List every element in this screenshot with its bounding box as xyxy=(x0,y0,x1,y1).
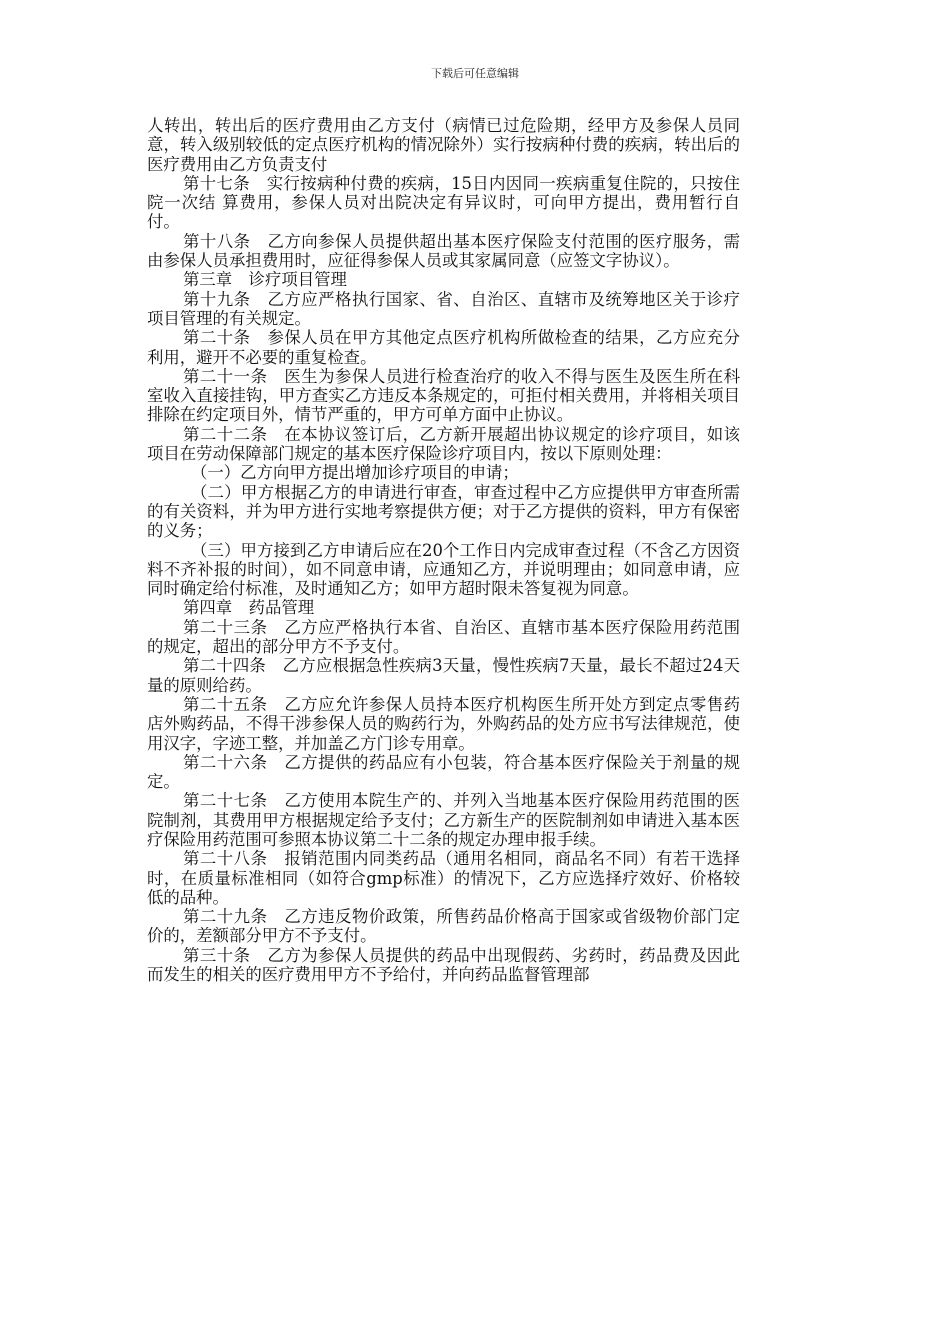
article-24: 第二十四条 乙方应根据急性疾病3天量，慢性疾病7天量，最长不超过24天量的原则给药。 xyxy=(147,656,740,695)
chapter-3-heading: 第三章 诊疗项目管理 xyxy=(183,270,347,290)
article-20: 第二十条 参保人员在甲方其他定点医疗机构所做检查的结果，乙方应充分利用，避开不必要的重复检查。 xyxy=(147,328,740,367)
article-22-item-3: （三）甲方接到乙方申请后应在20个工作日内完成审查过程（不含乙方因资料不齐补报的时间），如不同意申请，应通知乙方，并说明理由；如同意申请，应同时确定给付标准，及时通知乙方；如甲方超时限未答复视为同意。 xyxy=(147,540,740,599)
article-23: 第二十三条 乙方应严格执行本省、自治区、直辖市基本医疗保险用药范围的规定，超出的部分甲方不予支付。 xyxy=(147,617,740,657)
document-body xyxy=(147,116,740,984)
page-header-note: 下载后可任意编辑 xyxy=(431,67,519,80)
article-30: 第三十条 乙方为参保人员提供的药品中出现假药、劣药时，药品费及因此而发生的相关的医疗费用甲方不予给付，并向药品监督管理部 xyxy=(147,945,740,985)
article-19: 第十九条 乙方应严格执行国家、省、自治区、直辖市及统筹地区关于诊疗项目管理的有关规定。 xyxy=(147,289,740,328)
article-21: 第二十一条 医生为参保人员进行检查治疗的收入不得与医生及医生所在科室收入直接挂钩，甲方查实乙方违反本条规定的，可拒付相关费用，并将相关项目排除在约定项目外，情节严重的，甲方可单方面中止协议。 xyxy=(147,366,740,425)
article-26: 第二十六条 乙方提供的药品应有小包装，符合基本医疗保险关于剂量的规定。 xyxy=(147,752,740,792)
article-22-item-2: （二）甲方根据乙方的申请进行审查，审查过程中乙方应提供甲方审查所需的有关资料，并为甲方进行实地考察提供方便；对于乙方提供的资料，甲方有保密的义务； xyxy=(147,482,740,541)
paragraph-continuation: 人转出，转出后的医疗费用由乙方支付（病情已过危险期，经甲方及参保人员同意，转入级别较低的定点医疗机构的情况除外）实行按病种付费的疾病，转出后的医疗费用由乙方负责支付 xyxy=(147,116,740,174)
article-29: 第二十九条 乙方违反物价政策，所售药品价格高于国家或省级物价部门定价的，差额部分甲方不予支付。 xyxy=(147,907,740,946)
article-28: 第二十八条 报销范围内同类药品（通用名相同，商品名不同）有若干选择 时，在质量标准相同（如符合gmp标准）的情况下，乙方应选择疗效好、价格较低的品种。 xyxy=(147,849,740,907)
chapter-4-heading: 第四章 药品管理 xyxy=(183,598,315,618)
article-27: 第二十七条 乙方使用本院生产的、并列入当地基本医疗保险用药范围的医院制剂，其费用甲方根据规定给予支付；乙方新生产的医院制剂如申请进入基本医疗保险用药范围可参照本协议第二十二条的规定办理申报手续。 xyxy=(147,791,740,849)
article-18: 第十八条 乙方向参保人员提供超出基本医疗保险支付范围的医疗服务，需由参保人员承担费用时，应征得参保人员或其家属同意（应签文字协议）。 xyxy=(147,231,740,271)
article-22-item-1: （一）乙方向甲方提出增加诊疗项目的申请； xyxy=(191,463,519,483)
article-17: 第十七条 实行按病种付费的疾病，15日内因同一疾病重复住院的，只按住院一次结 算费用，参保人员对出院决定有异议时，可向甲方提出，费用暂行自付。 xyxy=(147,173,740,232)
article-25: 第二十五条 乙方应允许参保人员持本医疗机构医生所开处方到定点零售药店外购药品，不得干涉参保人员的购药行为，外购药品的处方应书写法律规范，使用汉字，字迹工整，并加盖乙方门诊专用章。 xyxy=(147,694,740,753)
article-22: 第二十二条 在本协议签订后，乙方新开展超出协议规定的诊疗项目，如该项目在劳动保障部门规定的基本医疗保险诊疗项目内，按以下原则处理： xyxy=(147,424,740,464)
